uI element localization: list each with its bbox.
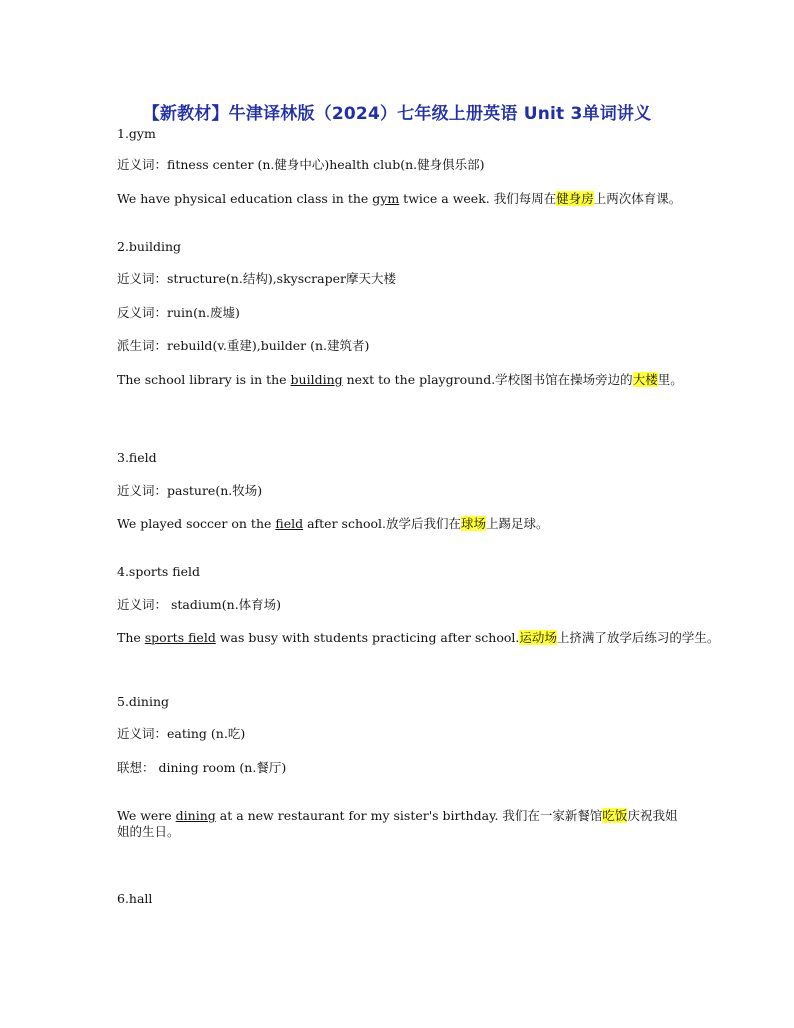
example-sentence — [117, 516, 549, 532]
entry-heading: 4.sports field — [117, 564, 200, 579]
example-sentence — [117, 372, 683, 388]
example-sentence — [117, 191, 681, 207]
entry-heading: 1.gym — [117, 126, 156, 141]
highlighted-translation: 健身房 — [556, 191, 594, 206]
association-line — [117, 760, 286, 776]
synonym-label: 近义词： — [117, 157, 168, 172]
example-text: We have physical education class in the — [117, 191, 373, 206]
example-text: was busy with students practicing after school. — [215, 630, 520, 645]
example-text: The — [117, 630, 145, 645]
example-text: The school library is in the — [117, 372, 291, 387]
example-text: 上踢足球。 — [486, 516, 549, 531]
example-text: at a new restaurant for my sister's birthday. 我们在一家新餐馆 — [215, 808, 603, 823]
underlined-word: building — [290, 372, 343, 387]
example-sentence — [117, 808, 682, 840]
synonym-line — [117, 726, 245, 742]
example-text: twice a week. 我们每周在 — [399, 191, 557, 206]
entry-heading: 2.building — [117, 239, 182, 254]
entry-heading: 5.dining — [117, 694, 170, 709]
example-text: 上两次体育课。 — [593, 191, 682, 206]
entry-heading: 6.hall — [117, 891, 153, 906]
document-title: 【新教材】牛津译林版（2024）七年级上册英语 Unit 3单词讲义 — [142, 104, 652, 124]
underlined-word: sports field — [144, 630, 216, 645]
synonym-line — [117, 597, 281, 613]
synonym-text: fitness center (n.健身中心)health club(n.健身俱乐部) — [167, 157, 485, 172]
antonym-line — [117, 305, 240, 321]
synonym-text: stadium(n.体育场) — [167, 597, 282, 612]
synonym-label: 近义词： — [117, 726, 168, 741]
derivative-line — [117, 338, 369, 354]
example-text: next to the playground.学校图书馆在操场旁边的 — [342, 372, 633, 387]
example-text: We played soccer on the — [117, 516, 276, 531]
example-text: 里。 — [657, 372, 683, 387]
synonym-text: pasture(n.牧场) — [167, 483, 263, 498]
synonym-label: 近义词： — [117, 483, 168, 498]
underlined-word: dining — [175, 808, 216, 823]
derivative-text: rebuild(v.重建),builder (n.建筑者) — [167, 338, 370, 353]
antonym-label: 反义词： — [117, 305, 168, 320]
synonym-line — [117, 271, 396, 287]
underlined-word: gym — [372, 191, 400, 206]
highlighted-translation: 运动场 — [519, 630, 557, 645]
synonym-text: eating (n.吃) — [167, 726, 246, 741]
example-sentence — [117, 630, 719, 646]
synonym-label: 近义词： — [117, 597, 168, 612]
entry-heading: 3.field — [117, 450, 157, 465]
highlighted-translation: 大楼 — [632, 372, 658, 387]
example-text: 上挤满了放学后练习的学生。 — [556, 630, 720, 645]
highlighted-translation: 球场 — [461, 516, 487, 531]
underlined-word: field — [275, 516, 304, 531]
synonym-line — [117, 157, 485, 173]
association-label: 联想： — [117, 760, 155, 775]
highlighted-translation: 吃饭 — [602, 808, 628, 823]
synonym-line — [117, 483, 262, 499]
association-text: dining room (n.餐厅) — [154, 760, 287, 775]
synonym-text: structure(n.结构),skyscraper摩天大楼 — [167, 271, 396, 286]
synonym-label: 近义词： — [117, 271, 168, 286]
antonym-text: ruin(n.废墟) — [167, 305, 240, 320]
example-text: after school.放学后我们在 — [303, 516, 462, 531]
derivative-label: 派生词： — [117, 338, 168, 353]
example-text: We were — [117, 808, 176, 823]
example-text: 庆祝我姐姐的生日。 — [117, 808, 678, 839]
